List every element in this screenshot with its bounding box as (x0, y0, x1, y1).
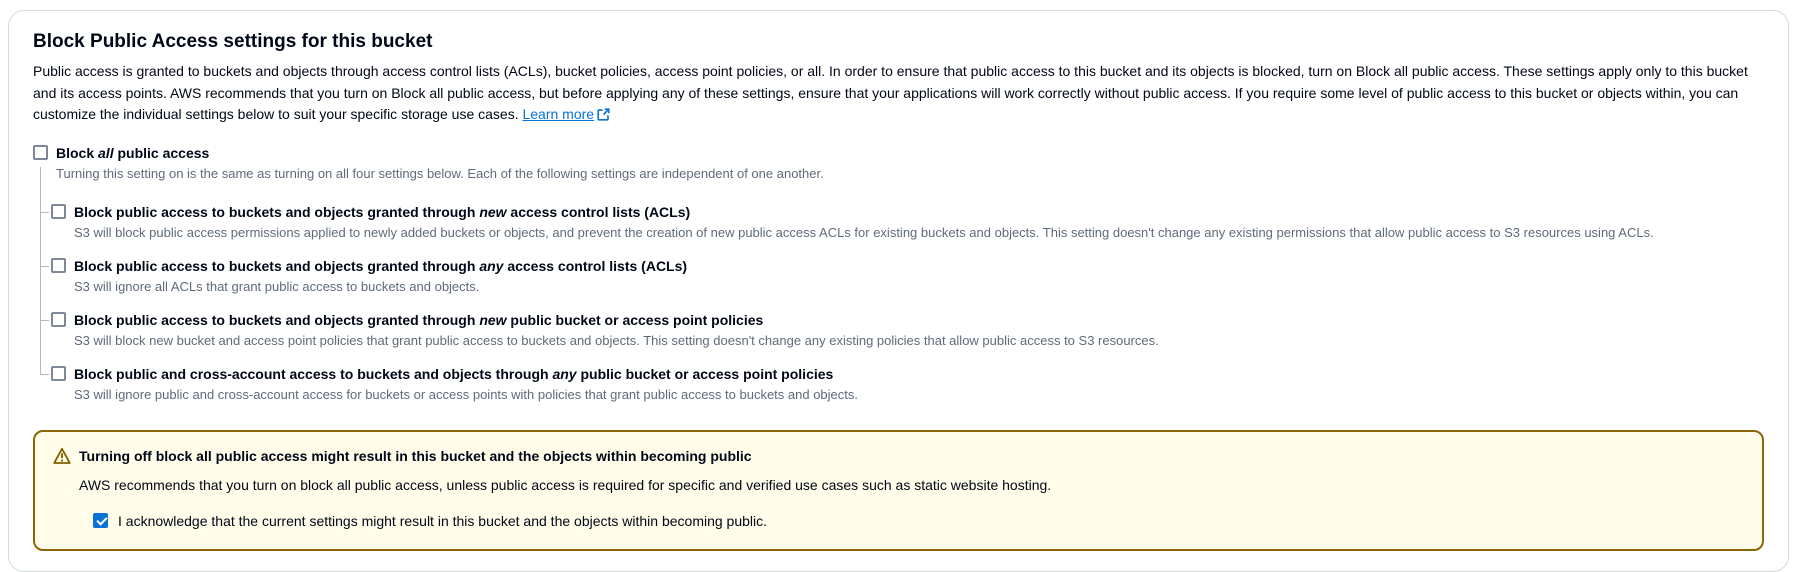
setting-checkbox-any-policies[interactable] (51, 366, 66, 381)
setting-row-any-acls (33, 257, 1764, 296)
acknowledge-label: I acknowledge that the current settings might result in this bucket and the objects within becoming public. (118, 512, 768, 529)
learn-more-link[interactable]: Learn more (522, 106, 610, 122)
intro-paragraph: Public access is granted to buckets and objects through access control lists (ACLs), bucket policies, access point policies, or all. In order to ensure that public access to this bucket and its objects is blocked, turn on Block all public access. These settings apply only to this bucket and its access points. AWS recommends that you turn on Block all public access, but before applying any of these settings, ensure that your applications will work correctly without public access. If you require some level of public access to this bucket or objects within, you can customize the individual settings below to suit your specific storage use cases. (33, 63, 1748, 122)
setting-label-any-acls: Block public access to buckets and objects granted through any access control lists (ACLs) (74, 257, 688, 274)
block-all-label: Block all public access (56, 144, 210, 161)
page-title: Block Public Access settings for this bucket (33, 31, 433, 52)
warning-description: AWS recommends that you turn on block all public access, unless public access is required for specific and verified use cases such as static website hosting. (79, 476, 1052, 493)
setting-row-new-policies (33, 311, 1764, 350)
external-link-icon (597, 106, 610, 128)
warning-title: Turning off block all public access might result in this bucket and the objects within becoming public (79, 447, 752, 464)
acknowledge-row (93, 512, 1744, 530)
setting-row-any-policies (33, 365, 1764, 404)
setting-label-new-policies: Block public access to buckets and objects granted through new public bucket or access point policies (74, 311, 764, 328)
setting-description-new-acls: S3 will block public access permissions applied to newly added buckets or objects, and prevent the creation of new public access ACLs for existing buckets and objects. This setting doesn't change any existing permissions that allow public access to S3 resources using ACLs. (74, 224, 1654, 240)
block-public-access-panel (8, 10, 1789, 572)
setting-label-any-policies: Block public and cross-account access to buckets and objects through any public bucket or access point policies (74, 365, 834, 382)
acknowledge-checkbox[interactable] (93, 513, 108, 528)
warning-triangle-icon (53, 447, 71, 470)
setting-description-any-policies: S3 will ignore public and cross-account access for buckets or access points with policies that grant public access to buckets and objects. (74, 386, 859, 402)
setting-checkbox-new-policies[interactable] (51, 312, 66, 327)
warning-panel (33, 430, 1764, 551)
intro-text (33, 61, 1764, 128)
setting-checkbox-new-acls[interactable] (51, 204, 66, 219)
block-all-description: Turning this setting on is the same as turning on all four settings below. Each of the following settings are independent of one another. (56, 165, 824, 181)
block-all-row (33, 144, 1764, 162)
setting-label-new-acls: Block public access to buckets and objects granted through new access control lists (ACLs) (74, 203, 691, 220)
setting-description-any-acls: S3 will ignore all ACLs that grant public access to buckets and objects. (74, 278, 480, 294)
block-all-children-tree (33, 165, 1764, 404)
block-all-checkbox[interactable] (33, 145, 48, 160)
setting-checkbox-any-acls[interactable] (51, 258, 66, 273)
setting-row-new-acls (33, 203, 1764, 242)
setting-description-new-policies: S3 will block new bucket and access point policies that grant public access to buckets and objects. This setting doesn't change any existing policies that allow public access to S3 resources. (74, 332, 1159, 348)
